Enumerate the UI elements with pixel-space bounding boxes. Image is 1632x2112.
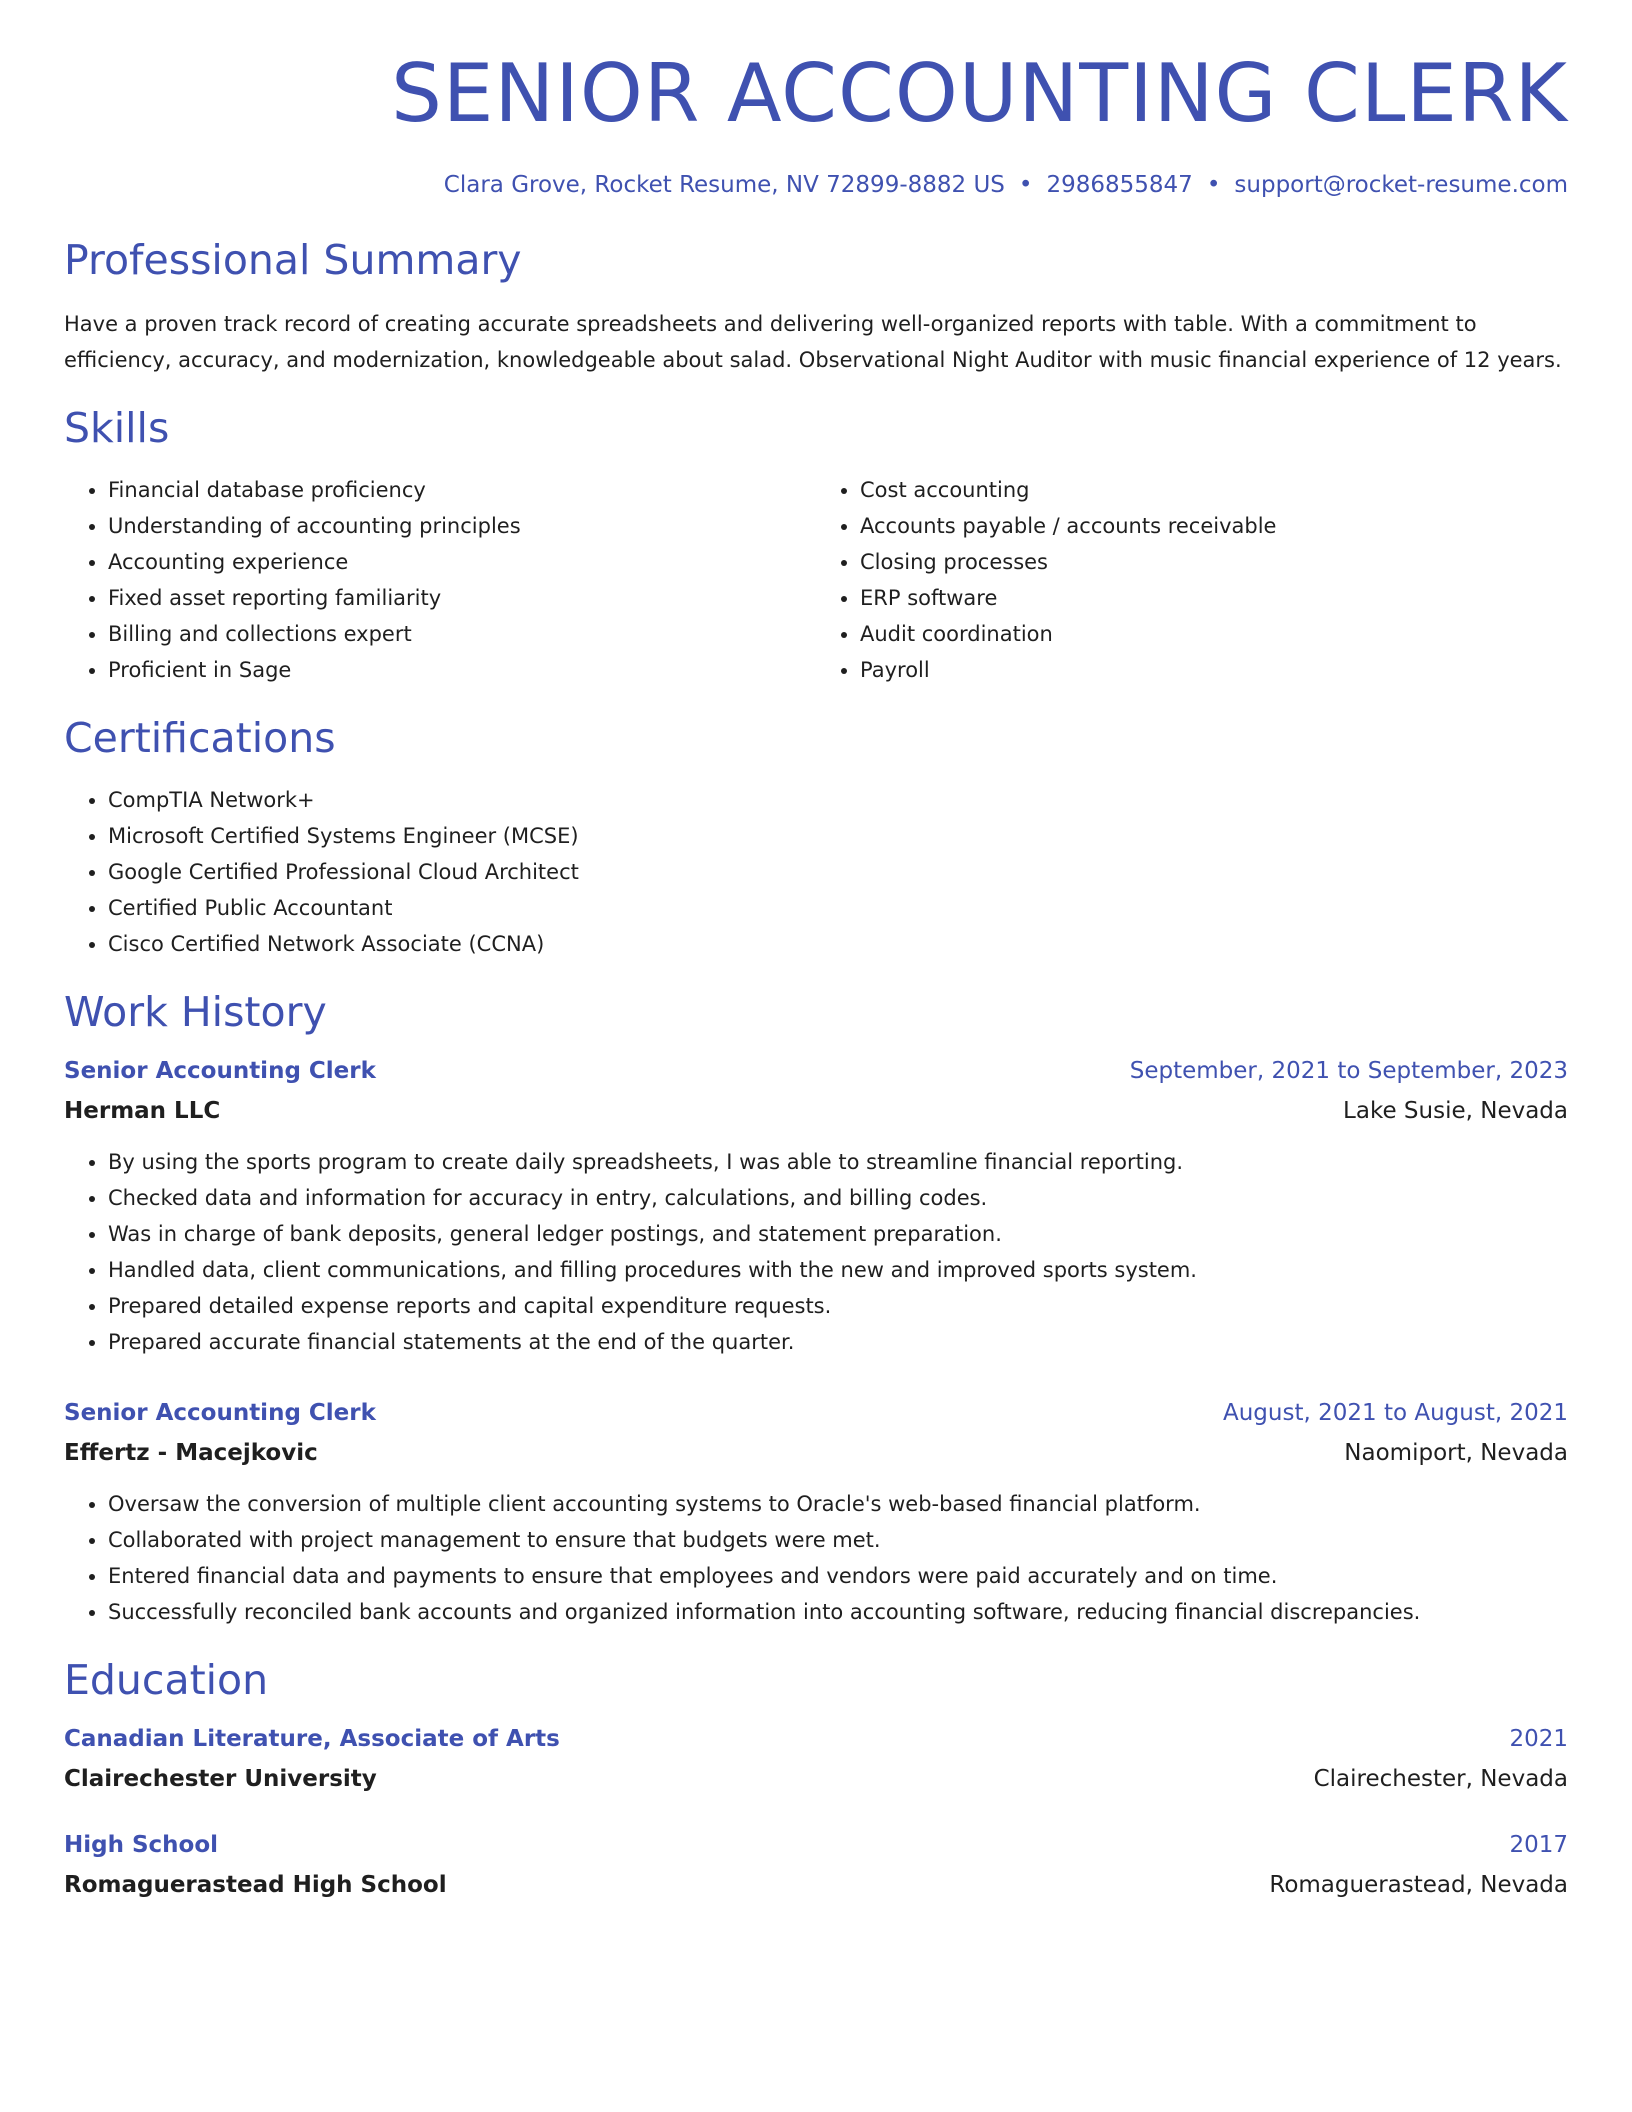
education-degree: High School: [64, 1832, 219, 1858]
job-entry: [64, 1400, 1568, 1630]
job-bullet: • Entered financial data and payments to ensure that employees and vendors were paid accurately and on time.: [108, 1558, 1568, 1594]
job-title: Senior Accounting Clerk: [64, 1400, 376, 1426]
education-school: Romaguerastead High School: [64, 1872, 447, 1898]
certification-item: • CompTIA Network+: [108, 782, 1568, 818]
job-dates: September, 2021 to September, 2023: [1129, 1058, 1568, 1084]
job-subheader: [64, 1440, 1568, 1466]
summary-section: [64, 236, 1568, 378]
job-bullet: • By using the sports program to create daily spreadsheets, I was able to streamline financial reporting.: [108, 1144, 1568, 1180]
job-bullets: [64, 1486, 1568, 1630]
skill-item: • Closing processes: [860, 544, 1568, 580]
skill-item: • Accounts payable / accounts receivable: [860, 508, 1568, 544]
job-company: Herman LLC: [64, 1098, 221, 1124]
job-bullets: [64, 1144, 1568, 1360]
skill-item: • Fixed asset reporting familiarity: [108, 580, 816, 616]
education-location: Romaguerastead, Nevada: [1269, 1872, 1568, 1898]
skill-item: • Understanding of accounting principles: [108, 508, 816, 544]
job-bullet: • Handled data, client communications, and filling procedures with the new and improved sports system.: [108, 1252, 1568, 1288]
certification-item: • Google Certified Professional Cloud Architect: [108, 854, 1568, 890]
certifications-list: [64, 782, 1568, 962]
job-location: Lake Susie, Nevada: [1343, 1098, 1568, 1124]
skills-left-list: [64, 472, 816, 688]
job-dates: August, 2021 to August, 2021: [1223, 1400, 1568, 1426]
job-bullet: • Successfully reconciled bank accounts and organized information into accounting software, reducing financial discrepancies.: [108, 1594, 1568, 1630]
job-bullet: • Prepared detailed expense reports and capital expenditure requests.: [108, 1288, 1568, 1324]
education-entry: [64, 1726, 1568, 1792]
job-title: Senior Accounting Clerk: [64, 1058, 376, 1084]
education-school: Clairechester University: [64, 1766, 377, 1792]
job-bullet: • Prepared accurate financial statements at the end of the quarter.: [108, 1324, 1568, 1360]
work-heading: Work History: [64, 988, 327, 1036]
certification-item: • Microsoft Certified Systems Engineer (MCSE): [108, 818, 1568, 854]
education-year: 2021: [1509, 1726, 1568, 1752]
certification-item: • Certified Public Accountant: [108, 890, 1568, 926]
skill-item: • Proficient in Sage: [108, 652, 816, 688]
certifications-heading: Certifications: [64, 714, 336, 762]
summary-heading: Professional Summary: [64, 236, 522, 284]
skills-heading: Skills: [64, 404, 170, 452]
job-bullet: • Checked data and information for accuracy in entry, calculations, and billing codes.: [108, 1180, 1568, 1216]
work-section: [64, 988, 1568, 1630]
job-company: Effertz - Macejkovic: [64, 1440, 318, 1466]
summary-text: Have a proven track record of creating accurate spreadsheets and delivering well-organized reports with table. With a commitment to efficiency, accuracy, and modernization, knowledgeable about salad. Observational Night Auditor with music financial experience of 12 years.: [64, 312, 1562, 372]
contact-separator: •: [1206, 172, 1221, 198]
job-header: [64, 1400, 1568, 1426]
skill-item: • Audit coordination: [860, 616, 1568, 652]
job-bullet: • Collaborated with project management to ensure that budgets were met.: [108, 1522, 1568, 1558]
skill-item: • Accounting experience: [108, 544, 816, 580]
contact-phone: 2986855847: [1046, 172, 1193, 198]
education-entry: [64, 1832, 1568, 1898]
education-header: [64, 1726, 1568, 1752]
skill-item: • Cost accounting: [860, 472, 1568, 508]
skill-item: • Financial database proficiency: [108, 472, 816, 508]
contact-separator: •: [1018, 172, 1033, 198]
skill-item: • Payroll: [860, 652, 1568, 688]
contact-address: Clara Grove, Rocket Resume, NV 72899-8882 US: [443, 172, 1005, 198]
job-subheader: [64, 1098, 1568, 1124]
education-section: [64, 1656, 1568, 1898]
education-subheader: [64, 1766, 1568, 1792]
skills-right-list: [816, 472, 1568, 688]
job-header: [64, 1058, 1568, 1084]
education-heading: Education: [64, 1656, 269, 1704]
skills-columns: [64, 472, 1568, 688]
education-degree: Canadian Literature, Associate of Arts: [64, 1726, 560, 1752]
contact-email[interactable]: support@rocket-resume.com: [1234, 172, 1568, 198]
resume-title: SENIOR ACCOUNTING CLERK: [391, 47, 1568, 140]
skills-section: [64, 404, 1568, 688]
certifications-section: [64, 714, 1568, 962]
contact-line: [64, 172, 1568, 198]
job-location: Naomiport, Nevada: [1344, 1440, 1568, 1466]
skill-item: • Billing and collections expert: [108, 616, 816, 652]
job-bullet: • Oversaw the conversion of multiple client accounting systems to Oracle's web-based financial platform.: [108, 1486, 1568, 1522]
job-entry: [64, 1058, 1568, 1360]
education-location: Clairechester, Nevada: [1313, 1766, 1568, 1792]
education-header: [64, 1832, 1568, 1858]
education-year: 2017: [1509, 1832, 1568, 1858]
job-bullet: • Was in charge of bank deposits, general ledger postings, and statement preparation.: [108, 1216, 1568, 1252]
certification-item: • Cisco Certified Network Associate (CCNA): [108, 926, 1568, 962]
education-subheader: [64, 1872, 1568, 1898]
skill-item: • ERP software: [860, 580, 1568, 616]
